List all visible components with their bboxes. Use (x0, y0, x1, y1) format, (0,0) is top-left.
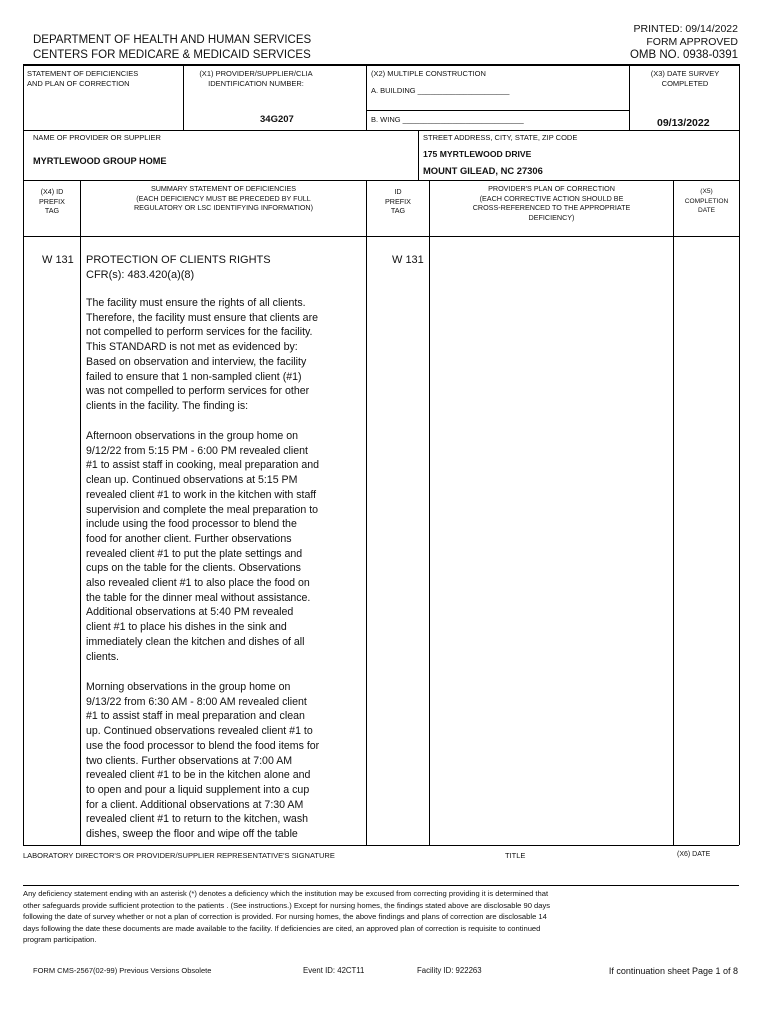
building-label: A. BUILDING ______________________ (371, 86, 510, 95)
form-approved: FORM APPROVED (646, 36, 738, 48)
city-state-zip: MOUNT GILEAD, NC 27306 (423, 165, 543, 176)
wing-label: B. WING _____________________________ (371, 115, 524, 124)
agency-header (33, 33, 311, 63)
rule-x1-left (183, 64, 184, 130)
x1-value: 34G207 (260, 114, 294, 125)
plan-header: PROVIDER'S PLAN OF CORRECTION (EACH CORRECTIVE ACTION SHOULD BE CROSS-REFERENCED TO THE APPROPRIATE DEFICIENCY) (472, 184, 631, 222)
deficiency-heading (86, 253, 364, 283)
rule-columns (23, 180, 739, 181)
x2-label: (X2) MULTIPLE CONSTRUCTION (371, 69, 486, 78)
form-status-header (630, 23, 738, 62)
x3-value: 09/13/2022 (657, 117, 710, 129)
form-number: FORM CMS-2567(02-99) Previous Versions Obsolete (33, 966, 212, 975)
rule-body (23, 236, 739, 237)
deficiency-tag: W 131 (42, 254, 74, 266)
provider-name: MYRTLEWOOD GROUP HOME (33, 156, 167, 166)
rule-top (23, 64, 739, 66)
address-label: STREET ADDRESS, CITY, STATE, ZIP CODE (423, 133, 578, 142)
rule-left-border (23, 64, 24, 845)
printed-date: PRINTED: 09/14/2022 (633, 23, 738, 35)
street-address: 175 MYRTLEWOOD DRIVE (423, 149, 532, 159)
x3-label: (X3) DATE SURVEY COMPLETED (650, 69, 720, 88)
provider-name-label: NAME OF PROVIDER OR SUPPLIER (33, 133, 161, 142)
paragraph-1: The facility must ensure the rights of all clients. Therefore, the facility must ensure that clients are not compelled to perform services for the facility. This STANDARD is not met as evidenced by: Based on observation and interview, the facility failed to ensure that 1 non-sampled client (#1) was not compelled to perform services for other clients in the facility. The finding is: (86, 297, 318, 412)
rule-col-plan (673, 180, 674, 845)
rule-building-wing (366, 110, 629, 111)
date-label: (X6) DATE (677, 851, 711, 858)
rule-address-left (418, 130, 419, 180)
facility-id: Facility ID: 922263 (417, 966, 482, 975)
paragraph-3: Morning observations in the group home on 9/13/22 from 6:30 AM - 8:00 AM revealed client #1 to assist staff in meal preparation and clean up. Continued observations revealed client #1 to use the food processor to blend the food items for two clients. Further observations at 7:00 AM revealed client #1 to be in the kitchen alone and to open and pour a liquid supplement into a cup for a client. Additional observations at 7:30 AM revealed client #1 to return to the kitchen, wash dishes, sweep the floor and wipe off the table (86, 681, 320, 841)
rule-provider (23, 130, 739, 131)
omb-number: OMB NO. 0938-0391 (629, 49, 738, 61)
rule-col-idprefix (429, 180, 430, 845)
x1-label: (X1) PROVIDER/SUPPLIER/CLIA IDENTIFICATION NUMBER: (199, 69, 313, 88)
disclosure-notice: Any deficiency statement ending with an asterisk (*) denotes a deficiency which the institution may be excused from correcting providing it is determined that other safeguards provide sufficient protection to the patients . (See instructions.) Except for nursing homes, the findings stated above are disclosable 90 days following the date of survey whether or not a plan of correction is provided. For nursing homes, the above findings and plans of correction are disclosable 14 days following the date these documents are made available to the facility. If deficiencies are cited, an approved plan of correction is requisite to continued program participation. (23, 889, 551, 944)
summary-header: SUMMARY STATEMENT OF DEFICIENCIES (EACH DEFICIENCY MUST BE PRECEDED BY FULL REGULATORY OR LSC IDENTIFYING INFORMATION) (133, 184, 314, 212)
rule-col-summary (366, 180, 367, 845)
title-label: TITLE (505, 851, 526, 860)
rule-col-tag (80, 180, 81, 845)
event-id: Event ID: 42CT11 (303, 966, 365, 975)
dept-line-1: DEPARTMENT OF HEALTH AND HUMAN SERVICES (33, 34, 312, 46)
x4-header: (X4) ID PREFIX TAG (39, 187, 65, 215)
rule-signature (23, 845, 739, 846)
page-indicator: If continuation sheet Page 1 of 8 (608, 966, 738, 976)
signature-label: LABORATORY DIRECTOR'S OR PROVIDER/SUPPLIER REPRESENTATIVE'S SIGNATURE (23, 851, 335, 860)
dept-line-2: CENTERS FOR MEDICARE & MEDICAID SERVICES (33, 49, 311, 61)
rule-notice (23, 885, 739, 886)
rule-x2-left (366, 64, 367, 130)
x5-header: (X5) COMPLETION DATE (684, 188, 729, 214)
deficiency-title: PROTECTION OF CLIENTS RIGHTS (86, 254, 271, 266)
deficiency-tag-right: W 131 (392, 254, 424, 266)
rule-right-border (739, 64, 740, 845)
deficiency-cfr: CFR(s): 483.420(a)(8) (86, 269, 195, 281)
statement-label: STATEMENT OF DEFICIENCIES AND PLAN OF CORRECTION (27, 69, 139, 88)
id-prefix-header: ID PREFIX TAG (385, 187, 411, 215)
paragraph-2: Afternoon observations in the group home on 9/12/22 from 5:15 PM - 6:00 PM revealed client #1 to assist staff in cooking, meal preparation and clean up. Continued observations at 5:15 PM revealed client #1 to work in the kitchen with staff supervision and complete the meal preparation to include using the food processor to blend the food for another client. Further observations revealed client #1 to put the plate settings and cups on the table for the clients. Observations also revealed client #1 to also place the food on the table for the dinner meal without assistance. Additional observations at 5:40 PM revealed client #1 to place his dishes in the sink and immediately clean the kitchen and dishes of all clients. (86, 430, 320, 663)
